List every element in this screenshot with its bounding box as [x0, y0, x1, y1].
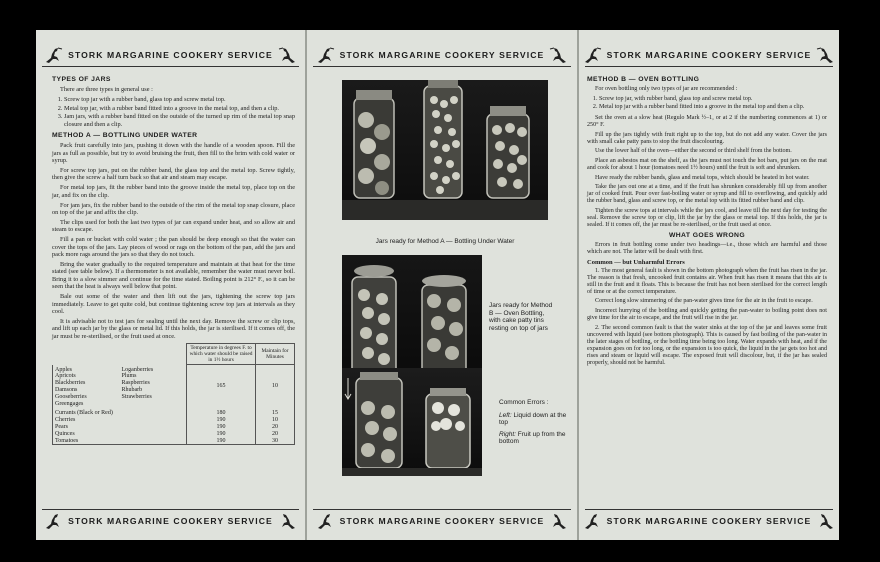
stork-logo-icon: [549, 45, 569, 65]
fruit-name: Greengages: [55, 400, 84, 407]
paragraph: For metal top jars, fit the rubber band into the groove inside the metal top, place top on the jar, and fix on the clip.: [52, 184, 295, 199]
fruit-name: Loganberries: [121, 366, 154, 373]
temperature-value: 180: [187, 407, 256, 417]
error-left-label: Left:: [499, 411, 512, 419]
stork-logo-icon: [582, 511, 602, 531]
stork-logo-icon: [278, 45, 298, 65]
paragraph: Tighten the screw tops at intervals while the jars cool, and leave till the next day for testing the seal. Remove the screw top or clip, lift the jar by the glass or metal top. If this holds, the jar is sealed. If it comes off, the jar must be re-sterilised, or the fruit used at once.: [587, 207, 827, 229]
paragraph: Fill a pan or bucket with cold water ; the pan should be deep enough so that the water can cover the tops of the jars. Lay pieces of wood or rags on the bottom of the pan, add the jars and pack more rags around the jars so that they do not touch.: [52, 236, 295, 259]
paragraph: It is advisable not to test jars for sealing until the next day. Remove the screw or clip tops, and lift up each jar by the glass or metal lid. If this holds, the jar is sterilised. If it comes off, the jar must be re-sterilised, or the fruit used at once.: [52, 317, 295, 340]
header-title: STORK MARGARINE COOKERY SERVICE: [606, 50, 812, 60]
stork-logo-icon: [43, 511, 63, 531]
fruit-name: Plums: [121, 373, 137, 380]
page-footer: [313, 509, 571, 532]
temperature-value: 190: [187, 424, 256, 431]
fruit-name: Gooseberries: [55, 393, 87, 400]
common-errors-heading: Common — but Unharmful Errors: [587, 259, 685, 267]
paragraph: Take the jars out one at a time, and if the fruit has shrunken considerably fill up from another jar of cooked fruit. Pour over fast-boiling water or syrup and fill to overflowing, and quickly add the rubber band, glass and screw top, or the metal top with its fitted rubber band and clip.: [587, 184, 827, 205]
list-item: 2. Metal top jar, with a rubber band fitted into a groove in the metal top, and then a clip.: [64, 105, 295, 112]
paragraph: For jam jars, fix the rubber band to the outside of the rim of the metal top snap closure, place on top of the jar and affix the clip.: [52, 201, 295, 217]
column-header-temperature: Temperature in degrees F. to which water should be raised in 1½ hours: [187, 344, 256, 365]
photo-method-b-jars: [342, 255, 482, 385]
sterilising-table: [52, 343, 295, 445]
method-b-heading: METHOD B — OVEN BOTTLING: [587, 76, 700, 83]
paragraph: Incorrect hurrying of the bottling and quickly getting the pan-water to boiling point does not give time for the air to escape, and the fruit will rise in the jar.: [587, 308, 827, 322]
common-errors-title: Common Errors :: [499, 399, 549, 406]
fruit-name: Quinces: [53, 431, 187, 438]
paragraph: Bring the water gradually to the required temperature and maintain at that heat for the time stated (see table below). If a thermometer is not available, remember the water must never boil. Bring it to a slow simmer and continue for the time stated. Boiling point is 212° F., so it can be seen that the heat is always well below that point.: [52, 261, 295, 291]
table-row: [53, 438, 295, 445]
time-value: 20: [256, 431, 295, 438]
paragraph: The clips used for both the last two types of jar can expand under heat, and so allow air and steam to escape.: [52, 219, 295, 234]
fruit-name: Rhubarb: [121, 386, 143, 393]
page-header: [585, 44, 833, 67]
fruit-name: Strawberries: [121, 393, 152, 400]
stork-logo-icon: [278, 511, 298, 531]
page-footer: [585, 509, 833, 532]
stork-logo-icon: [582, 45, 602, 65]
paragraph: Use the lower half of the oven—either the second or third shelf from the bottom.: [595, 148, 792, 155]
method-a-heading: METHOD A — BOTTLING UNDER WATER: [52, 131, 198, 139]
fruit-name: Tomatoes: [53, 438, 187, 445]
caption-method-b: Jars ready for Method B — Oven Bottling, with cake patty tins resting on top of jars: [489, 302, 553, 332]
table-row: [53, 431, 295, 438]
table-row: [53, 407, 295, 417]
paragraph: 1. The most general fault is shown in the bottom photograph when the fruit has risen in the jar. The reason is that fresh, uncooked fruit contains air. When fruit has risen it means that this air is still in the fruit and it floats. This is because the fruit has not been sterilised for the correct length of time or at the correct temperature.: [587, 267, 827, 295]
time-value: 10: [256, 417, 295, 424]
stork-logo-icon: [315, 45, 335, 65]
paragraph: 2. The second common fault is that the water sinks at the top of the jar and leaves some fruit uncovered with liquid (see bottom photograph). This is caused by fast boiling of the pan-water in the later stages of bottling, or the bottling time being too long. Water expands with heat, and if the expansion goes on for too long, or the expansion is too quick, the liquid in the jar gets too hot and rises and steam or liquid will escape. The exposed fruit will discolour, but, if the jar has sealed properly, should not be harmful.: [587, 324, 827, 367]
header-title: STORK MARGARINE COOKERY SERVICE: [339, 50, 545, 60]
paragraph: Bale out some of the water and then lift out the jars, tightening the screw top jars immediately. Leave to get quite cold, but continue tightening screw top jars at intervals as they cool.: [52, 293, 295, 315]
fruit-name: Pears: [53, 424, 187, 431]
jars-photo-icon: [342, 368, 482, 476]
column-header-time: Maintain for Minutes: [256, 344, 295, 365]
stork-logo-icon: [816, 511, 836, 531]
group-temperature: 165: [187, 365, 256, 408]
temperature-value: 190: [187, 438, 256, 445]
paragraph: Set the oven at a slow heat (Regulo Mark ½–1, or at 2 if the numbering commences at 1) or 250° F.: [587, 114, 827, 128]
list-item: 1. Screw top jar, with rubber band, glass top and screw metal top.: [599, 96, 827, 103]
fruit-group-right: [120, 365, 187, 408]
types-intro: There are three types in general use :: [60, 86, 153, 94]
photo-method-a-jars: [342, 80, 548, 220]
list-item: 3. Jam jars, with a rubber band fitted on the outside of the turned up rim of the metal top snap closure and then a clip.: [64, 113, 295, 128]
error-left-text: Liquid down at the top: [499, 411, 567, 427]
jar-types-list: [52, 96, 295, 128]
middle-page: [307, 30, 577, 540]
error-right-label: Right:: [499, 430, 516, 438]
fruit-name: Damsons: [55, 386, 78, 393]
types-heading: TYPES OF JARS: [52, 76, 111, 83]
common-errors-caption: [499, 399, 569, 446]
left-page-body: [52, 76, 295, 445]
paragraph: Place an asbestos mat on the shelf, as the jars must not touch the hot bars, put jars on the mat and cook for about 1 hour (tomatoes need 1½ hours) until the fruit is soft and shrunken.: [587, 157, 827, 171]
paragraph: Errors in fruit bottling come under two headings—i.e., those which are harmful and those which are not. The latter will be dealt with first.: [587, 242, 827, 256]
table-row: [53, 417, 295, 424]
left-page: [36, 30, 305, 540]
fruit-name: Apricots: [55, 373, 76, 380]
paragraph: Have ready the rubber bands, glass and metal tops, which should be heated in hot water.: [595, 174, 810, 181]
paragraph: Fill up the jars tightly with fruit right up to the top, but do not add any water. Cover the jars with small cake patty pans to stop the fruit discolouring.: [587, 131, 827, 145]
group-time: 10: [256, 365, 295, 408]
fruit-name: Apples: [55, 366, 72, 373]
fruit-name: Blackberries: [55, 380, 86, 387]
error-left: [499, 412, 569, 427]
fruit-name: Raspberries: [121, 380, 150, 387]
temperature-value: 190: [187, 431, 256, 438]
jars-photo-icon: [342, 80, 548, 220]
method-b-intro: For oven bottling only two types of jar are recommended :: [595, 86, 738, 93]
right-page: [579, 30, 839, 540]
stork-logo-icon: [43, 45, 63, 65]
page-header: [42, 44, 299, 67]
paragraph: For screw top jars, put on the rubber band, the glass top and the metal top. Screw tightly, then give the screw a half turn back so that air and steam may escape.: [52, 167, 295, 182]
footer-title: STORK MARGARINE COOKERY SERVICE: [339, 516, 545, 526]
stork-logo-icon: [315, 511, 335, 531]
stork-logo-icon: [549, 511, 569, 531]
list-item: 1. Screw top jar with a rubber band, glass top and screw metal top.: [64, 96, 295, 103]
right-page-body: [587, 76, 827, 370]
stork-logo-icon: [816, 45, 836, 65]
page-header: [313, 44, 571, 67]
list-item: 2. Metal top jar with a rubber band fitted into a groove in the metal top and then a clip.: [599, 104, 827, 111]
time-value: 20: [256, 424, 295, 431]
header-title: STORK MARGARINE COOKERY SERVICE: [68, 50, 273, 60]
footer-title: STORK MARGARINE COOKERY SERVICE: [606, 516, 812, 526]
time-value: 30: [256, 438, 295, 445]
fruit-group-left: [53, 365, 120, 408]
fruit-name: Currants (Black or Red): [53, 407, 187, 417]
what-goes-wrong-heading: WHAT GOES WRONG: [668, 232, 746, 240]
footer-title: STORK MARGARINE COOKERY SERVICE: [68, 516, 273, 526]
temperature-value: 190: [187, 417, 256, 424]
time-value: 15: [256, 407, 295, 417]
error-right: [499, 431, 569, 446]
table-row: [53, 424, 295, 431]
paragraph: Pack fruit carefully into jars, pushing it down with the handle of a wooden spoon. Fill the jars as full as possible, but try to avoid bruising the fruit, then fill to the brim with cold water or syrup.: [52, 142, 295, 165]
error-right-text: Fruit up from the bottom: [499, 430, 566, 446]
jars-photo-icon: [342, 255, 482, 385]
fruit-name: Cherries: [53, 417, 187, 424]
page-footer: [42, 509, 299, 532]
paragraph: Correct long slow simmering of the pan-water gives time for the air in the fruit to escape.: [595, 298, 813, 305]
caption-method-a: Jars ready for Method A — Bottling Under Water: [375, 238, 515, 245]
method-b-jar-types: [587, 96, 827, 111]
photo-common-errors-jars: [342, 368, 482, 476]
